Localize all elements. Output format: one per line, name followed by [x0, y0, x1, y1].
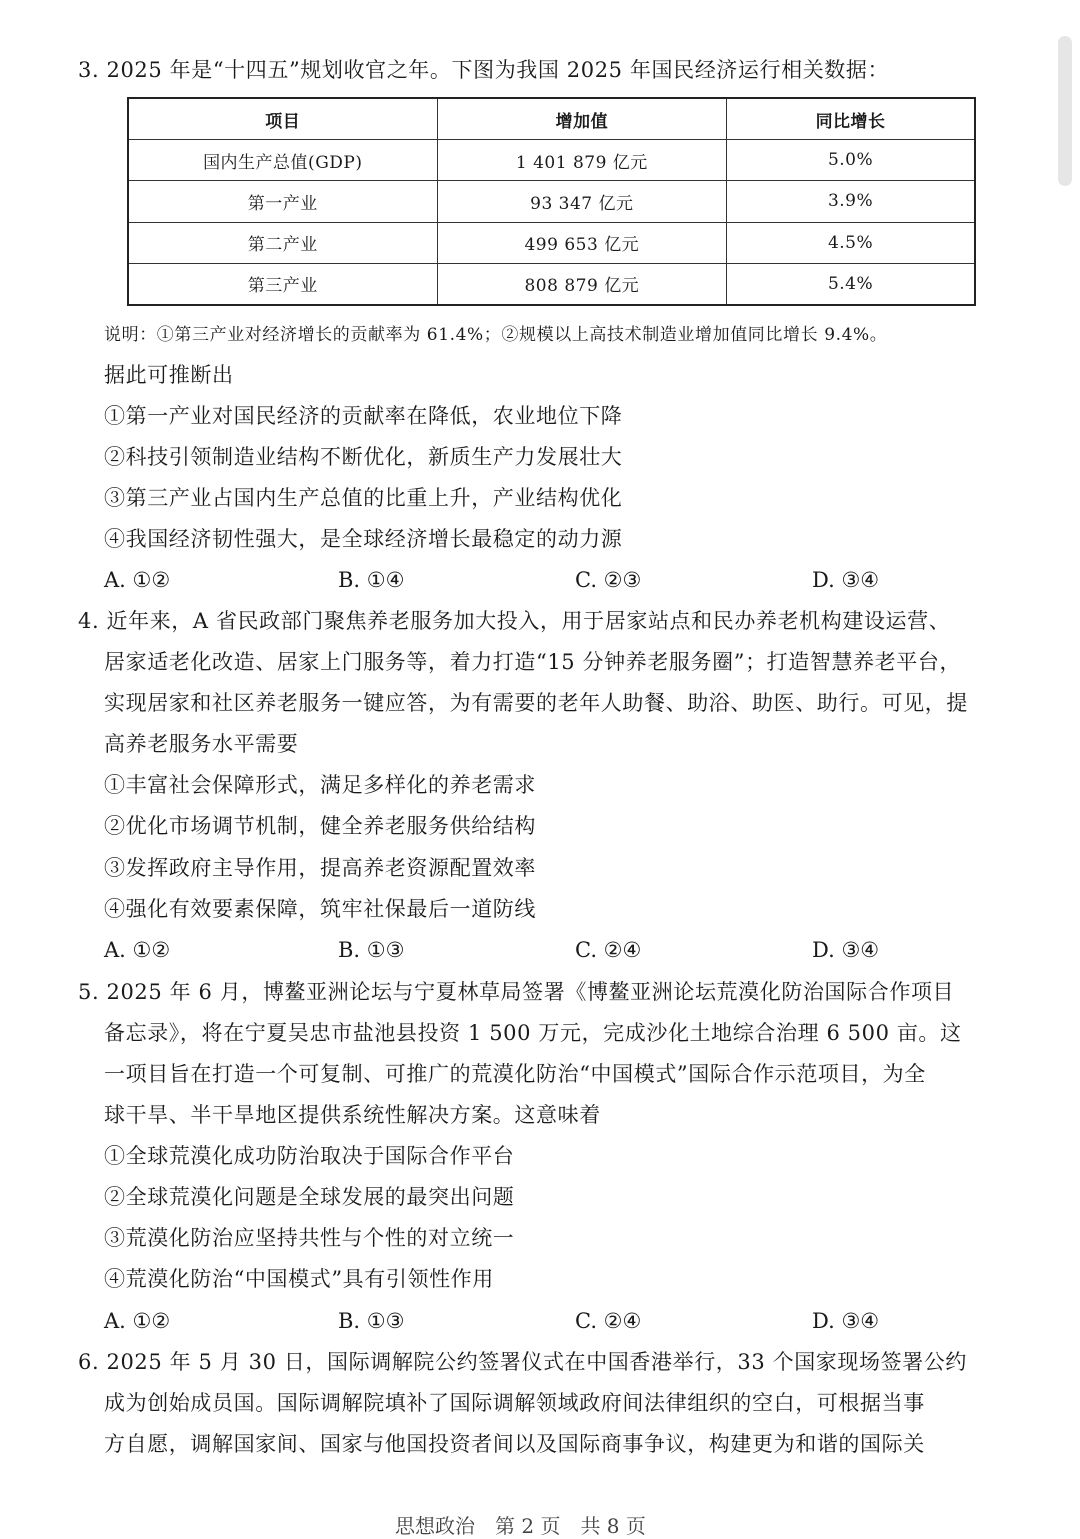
- option-d: D. ③④: [812, 938, 880, 962]
- table-cell: 499 653 亿元: [437, 222, 727, 263]
- q6-stem-line-1: 6. 2025 年 5 月 30 日，国际调解院公约签署仪式在中国香港举行，33 个国家现场签署公约: [78, 1350, 968, 1374]
- q5-item-1: ①全球荒漠化成功防治取决于国际合作平台: [104, 1144, 515, 1168]
- option-c: C. ②④: [575, 1309, 642, 1333]
- option-c: C. ②④: [575, 938, 642, 962]
- q4-stem-line-2: 居家适老化改造、居家上门服务等，着力打造“15 分钟养老服务圈”；打造智慧养老平台，: [104, 650, 962, 674]
- table-cell: 第三产业: [128, 263, 437, 305]
- option-b: B. ①③: [338, 938, 405, 962]
- q4-stem-line-1: 4. 近年来，A 省民政部门聚焦养老服务加大投入，用于居家站点和民办养老机构建设运营、: [78, 609, 951, 633]
- table-header-row: [128, 98, 975, 140]
- q5-stem-line-2: 备忘录》，将在宁夏吴忠市盐池县投资 1 500 万元，完成沙化土地综合治理 6 500 亩。这: [104, 1021, 962, 1045]
- q4-item-4: ④强化有效要素保障，筑牢社保最后一道防线: [104, 897, 536, 921]
- option-a: A. ①②: [104, 568, 171, 592]
- q4-item-1: ①丰富社会保障形式，满足多样化的养老需求: [104, 773, 536, 797]
- table-cell: 国内生产总值(GDP): [128, 140, 437, 181]
- q3-item-2: ②科技引领制造业结构不断优化，新质生产力发展壮大: [104, 445, 623, 469]
- table-cell: 808 879 亿元: [437, 263, 727, 305]
- q5-item-4: ④荒漠化防治“中国模式”具有引领性作用: [104, 1267, 494, 1291]
- q3-lead: 据此可推断出: [104, 363, 234, 387]
- q4-stem-line-4: 高养老服务水平需要: [104, 732, 299, 756]
- option-a: A. ①②: [104, 1309, 171, 1333]
- q4-stem-line-3: 实现居家和社区养老服务一键应答，为有需要的老年人助餐、助浴、助医、助行。可见，提: [104, 691, 968, 715]
- table-cell: 5.0%: [727, 140, 975, 181]
- q3-data-table: [127, 97, 976, 306]
- table-cell: 第一产业: [128, 181, 437, 222]
- table-cell: 93 347 亿元: [437, 181, 727, 222]
- q3-note: 说明：①第三产业对经济增长的贡献率为 61.4%；②规模以上高技术制造业增加值同比增长 9.4%。: [104, 325, 888, 345]
- q5-options: [104, 1308, 1004, 1334]
- q5-stem-line-4: 球干旱、半干旱地区提供系统性解决方案。这意味着: [104, 1103, 601, 1127]
- table-row: [128, 140, 975, 181]
- page-footer: 思想政治 第 2 页 共 8 页: [395, 1514, 646, 1538]
- table-header-growth: 同比增长: [727, 98, 975, 140]
- option-d: D. ③④: [812, 568, 880, 592]
- q6-stem-line-2: 成为创始成员国。国际调解院填补了国际调解领域政府间法律组织的空白，可根据当事: [104, 1391, 925, 1415]
- table-row: [128, 181, 975, 222]
- q3-item-4: ④我国经济韧性强大，是全球经济增长最稳定的动力源: [104, 527, 623, 551]
- table-header-value: 增加值: [437, 98, 727, 140]
- q3-stem: 3. 2025 年是“十四五”规划收官之年。下图为我国 2025 年国民经济运行相关数据：: [78, 58, 890, 82]
- q3-options: [104, 567, 1004, 593]
- q5-stem-line-1: 5. 2025 年 6 月，博鳌亚洲论坛与宁夏林草局签署《博鳌亚洲论坛荒漠化防治国际合作项目: [78, 980, 955, 1004]
- option-d: D. ③④: [812, 1309, 880, 1333]
- option-b: B. ①④: [338, 568, 405, 592]
- table-row: [128, 222, 975, 263]
- q5-item-2: ②全球荒漠化问题是全球发展的最突出问题: [104, 1185, 515, 1209]
- option-a: A. ①②: [104, 938, 171, 962]
- table-cell: 4.5%: [727, 222, 975, 263]
- q4-item-3: ③发挥政府主导作用，提高养老资源配置效率: [104, 856, 536, 880]
- option-c: C. ②③: [575, 568, 642, 592]
- q4-options: [104, 937, 1004, 963]
- q3-item-1: ①第一产业对国民经济的贡献率在降低，农业地位下降: [104, 404, 623, 428]
- scrollbar-thumb[interactable]: [1058, 36, 1072, 186]
- q5-stem-line-3: 一项目旨在打造一个可复制、可推广的荒漠化防治“中国模式”国际合作示范项目，为全: [104, 1062, 926, 1086]
- q5-item-3: ③荒漠化防治应坚持共性与个性的对立统一: [104, 1226, 515, 1250]
- table-cell: 1 401 879 亿元: [437, 140, 727, 181]
- q4-item-2: ②优化市场调节机制，健全养老服务供给结构: [104, 814, 536, 838]
- table-cell: 3.9%: [727, 181, 975, 222]
- option-b: B. ①③: [338, 1309, 405, 1333]
- table-cell: 第二产业: [128, 222, 437, 263]
- table-row: [128, 263, 975, 305]
- table-cell: 5.4%: [727, 263, 975, 305]
- q3-item-3: ③第三产业占国内生产总值的比重上升，产业结构优化: [104, 486, 623, 510]
- q6-stem-line-3: 方自愿，调解国家间、国家与他国投资者间以及国际商事争议，构建更为和谐的国际关: [104, 1432, 925, 1456]
- table-header-item: 项目: [128, 98, 437, 140]
